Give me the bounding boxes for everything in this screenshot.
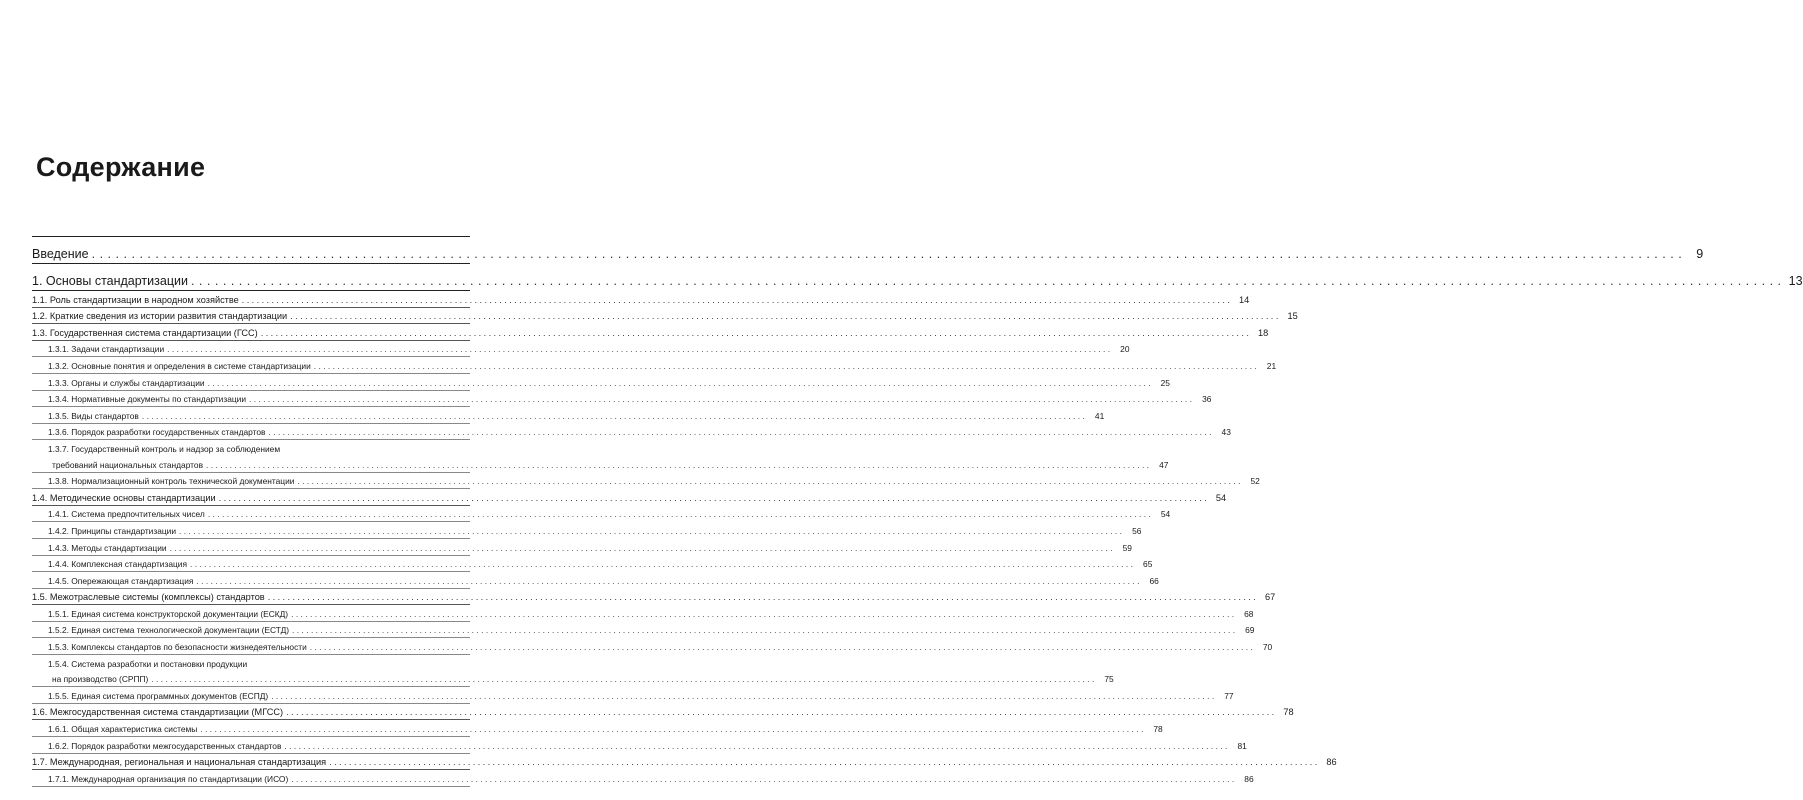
toc-entry-page: 41 [1094, 410, 1105, 421]
toc-entry-title: 1.5. Межотраслевые системы (комплексы) стандартов [32, 592, 265, 603]
toc-entry-title: 1.3.3. Органы и службы стандартизации [48, 377, 205, 388]
toc-entry [32, 770, 1254, 787]
toc-entry [32, 264, 1803, 291]
toc-entry-page: 54 [1160, 509, 1171, 520]
dot-leader: ........................................................................................................................................................................................................ [291, 773, 1237, 784]
toc-entry [32, 605, 1254, 622]
toc-entry-title: 1.2. Краткие сведения из истории развития стандартизации [32, 311, 288, 322]
toc-entry [32, 737, 1247, 754]
toc-entry-title: 1.5.3. Комплексы стандартов по безопасности жизнедеятельности [48, 642, 307, 653]
toc-entry-page: 52 [1250, 476, 1260, 487]
toc-entry-page: 14 [1239, 294, 1250, 305]
toc-entry-page: 68 [1244, 608, 1254, 619]
dot-leader: ........................................................................................................................................................................................................ [260, 327, 1252, 338]
toc-entry [32, 671, 1114, 688]
toc-entry [32, 754, 1337, 771]
dot-leader: ........................................................................................................................................................................................................ [207, 509, 1154, 520]
toc-entry-title: 1. Основы стандартизации [32, 274, 188, 288]
toc-entry [32, 341, 1130, 358]
table-of-contents [32, 236, 1803, 787]
toc-entry-title: 1.3.2. Основные понятия и определения в системе стандартизации [48, 360, 311, 371]
dot-leader: ........................................................................................................................................................................................................ [309, 642, 1256, 653]
toc-entry-title: 1.7.1. Международная организация по стандартизации (ИСО) [48, 773, 289, 784]
toc-entry-title: 1.3.1. Задачи стандартизации [48, 344, 165, 355]
toc-entry-page: 15 [1287, 311, 1298, 322]
dot-leader: ........................................................................................................................................................................................................ [271, 690, 1217, 701]
toc-entry-title: 1.4.5. Опережающая стандартизация [48, 575, 194, 586]
dot-leader: ........................................................................................................................................................................................................ [169, 542, 1115, 553]
dot-leader: ........................................................................................................................................................................................................ [249, 394, 1195, 405]
toc-entry [32, 324, 1269, 341]
dot-leader: ........................................................................................................................................................................................................ [91, 247, 1687, 261]
toc-entry-title: требований национальных стандартов [52, 459, 204, 470]
toc-entry-page: 59 [1122, 542, 1132, 553]
toc-entry-page: 21 [1266, 360, 1277, 371]
toc-entry-page: 69 [1245, 625, 1255, 636]
toc-entry-page: 54 [1215, 492, 1227, 503]
toc-entry [32, 489, 1227, 506]
toc-entry-title: 1.5.1. Единая система конструкторской документации (ЕСКД) [48, 608, 289, 619]
toc-entry-page: 56 [1132, 525, 1142, 536]
dot-leader: ........................................................................................................................................................................................................ [151, 674, 1097, 685]
toc-entry [32, 407, 1105, 424]
toc-entry-page: 66 [1149, 575, 1159, 586]
toc-entry-title: 1.1. Роль стандартизации в народном хозяйстве [32, 294, 239, 305]
dot-leader: ........................................................................................................................................................................................................ [241, 294, 1233, 305]
toc-entry [32, 655, 470, 671]
dot-leader: ........................................................................................................................................................................................................ [297, 476, 1243, 487]
dot-leader: ........................................................................................................................................................................................................ [196, 575, 1142, 586]
toc-entry-title: на производство (СРПП) [52, 674, 149, 685]
toc-entry [32, 473, 1260, 490]
dot-leader: ........................................................................................................................................................................................................ [207, 377, 1153, 388]
toc-entry [32, 391, 1212, 408]
toc-entry-title: 1.3.5. Виды стандартов [48, 410, 139, 421]
toc-entry [32, 374, 1170, 391]
toc-entry-title: 1.6.1. Общая характеристика системы [48, 724, 198, 735]
dot-leader: ........................................................................................................................................................................................................ [190, 274, 1786, 288]
toc-entry-page: 81 [1237, 740, 1247, 751]
toc-entry-page: 78 [1283, 707, 1294, 718]
toc-entry-page: 86 [1244, 773, 1254, 784]
toc-entry-page: 36 [1202, 394, 1212, 405]
toc-entry-title: 1.3.4. Нормативные документы по стандартизации [48, 394, 247, 405]
toc-entry-title: 1.5.2. Единая система технологической документации (ЕСТД) [48, 625, 290, 636]
toc-entry [32, 308, 1298, 325]
toc-entry-title: 1.7. Международная, региональная и национальная стандартизация [32, 757, 327, 768]
toc-entry-page: 47 [1159, 459, 1169, 470]
toc-entry-title: 1.5.4. Система разработки и постановки продукции [48, 658, 248, 669]
toc-entry [32, 720, 1163, 737]
dot-leader: ........................................................................................................................................................................................................ [190, 559, 1136, 570]
toc-entry [32, 687, 1234, 704]
toc-entry [32, 236, 1704, 264]
toc-entry [32, 506, 1171, 523]
toc-entry-page: 20 [1120, 344, 1130, 355]
dot-leader: ........................................................................................................................................................................................................ [313, 360, 1260, 371]
toc-entry [32, 638, 1273, 655]
toc-entry-title: 1.4.4. Комплексная стандартизация [48, 559, 187, 570]
toc-entry-page: 43 [1221, 427, 1231, 438]
dot-leader: ........................................................................................................................................................................................................ [267, 592, 1259, 603]
toc-entry-page: 18 [1258, 327, 1269, 338]
dot-leader: ........................................................................................................................................................................................................ [290, 311, 1281, 322]
toc-entry [32, 704, 1294, 721]
toc-entry-title: 1.5.5. Единая система программных документов (ЕСПД) [48, 690, 269, 701]
toc-entry-page: 65 [1143, 559, 1153, 570]
dot-leader: ........................................................................................................................................................................................................ [206, 459, 1152, 470]
toc-entry-title: 1.4.1. Система предпочтительных чисел [48, 509, 205, 520]
toc-entry [32, 357, 1277, 374]
dot-leader: ........................................................................................................................................................................................................ [286, 707, 1277, 718]
toc-entry-title: 1.4.2. Принципы стандартизации [48, 525, 177, 536]
toc-entry-title: 1.3.8. Нормализационный контроль технической документации [48, 476, 295, 487]
toc-entry-page: 75 [1104, 674, 1114, 685]
dot-leader: ........................................................................................................................................................................................................ [292, 625, 1238, 636]
toc-entry-title: 1.4. Методические основы стандартизации [32, 492, 216, 503]
dot-leader: ........................................................................................................................................................................................................ [284, 740, 1230, 751]
dot-leader: ........................................................................................................................................................................................................ [200, 724, 1146, 735]
toc-entry-title: 1.6. Межгосударственная система стандартизации (МГСС) [32, 707, 284, 718]
toc-entry-page: 67 [1264, 592, 1276, 603]
toc-entry-title: 1.3. Государственная система стандартизации (ГСС) [32, 327, 258, 338]
toc-entry [32, 539, 1132, 556]
toc-entry-page: 13 [1788, 274, 1803, 288]
toc-entry-page: 70 [1262, 642, 1273, 653]
dot-leader: ........................................................................................................................................................................................................ [329, 757, 1320, 768]
dot-leader: ........................................................................................................................................................................................................ [291, 608, 1237, 619]
dot-leader: ........................................................................................................................................................................................................ [141, 410, 1088, 421]
dot-leader: ........................................................................................................................................................................................................ [167, 344, 1113, 355]
toc-entry [32, 556, 1153, 573]
toc-entry-page: 78 [1153, 724, 1163, 735]
toc-entry [32, 572, 1159, 589]
dot-leader: ........................................................................................................................................................................................................ [218, 492, 1210, 503]
toc-entry-title: Введение [32, 247, 89, 261]
toc-entry [32, 440, 470, 456]
dot-leader: ........................................................................................................................................................................................................ [179, 525, 1125, 536]
toc-entry-title: 1.3.6. Порядок разработки государственных стандартов [48, 427, 266, 438]
toc-entry [32, 424, 1231, 441]
toc-entry [32, 291, 1250, 308]
page-title: Содержание [36, 152, 206, 182]
toc-entry-page: 25 [1160, 377, 1170, 388]
toc-entry [32, 456, 1169, 473]
toc-entry-title: 1.3.7. Государственный контроль и надзор за соблюдением [48, 443, 281, 454]
toc-entry [32, 622, 1255, 639]
dot-leader: ........................................................................................................................................................................................................ [268, 427, 1214, 438]
toc-entry-page: 86 [1326, 757, 1337, 768]
toc-entry-page: 77 [1224, 690, 1234, 701]
toc-entry-title: 1.4.3. Методы стандартизации [48, 542, 167, 553]
toc-entry [32, 522, 1142, 539]
toc-entry-page: 9 [1696, 247, 1704, 261]
toc-entry-title: 1.6.2. Порядок разработки межгосударственных стандартов [48, 740, 282, 751]
toc-entry [32, 589, 1276, 606]
